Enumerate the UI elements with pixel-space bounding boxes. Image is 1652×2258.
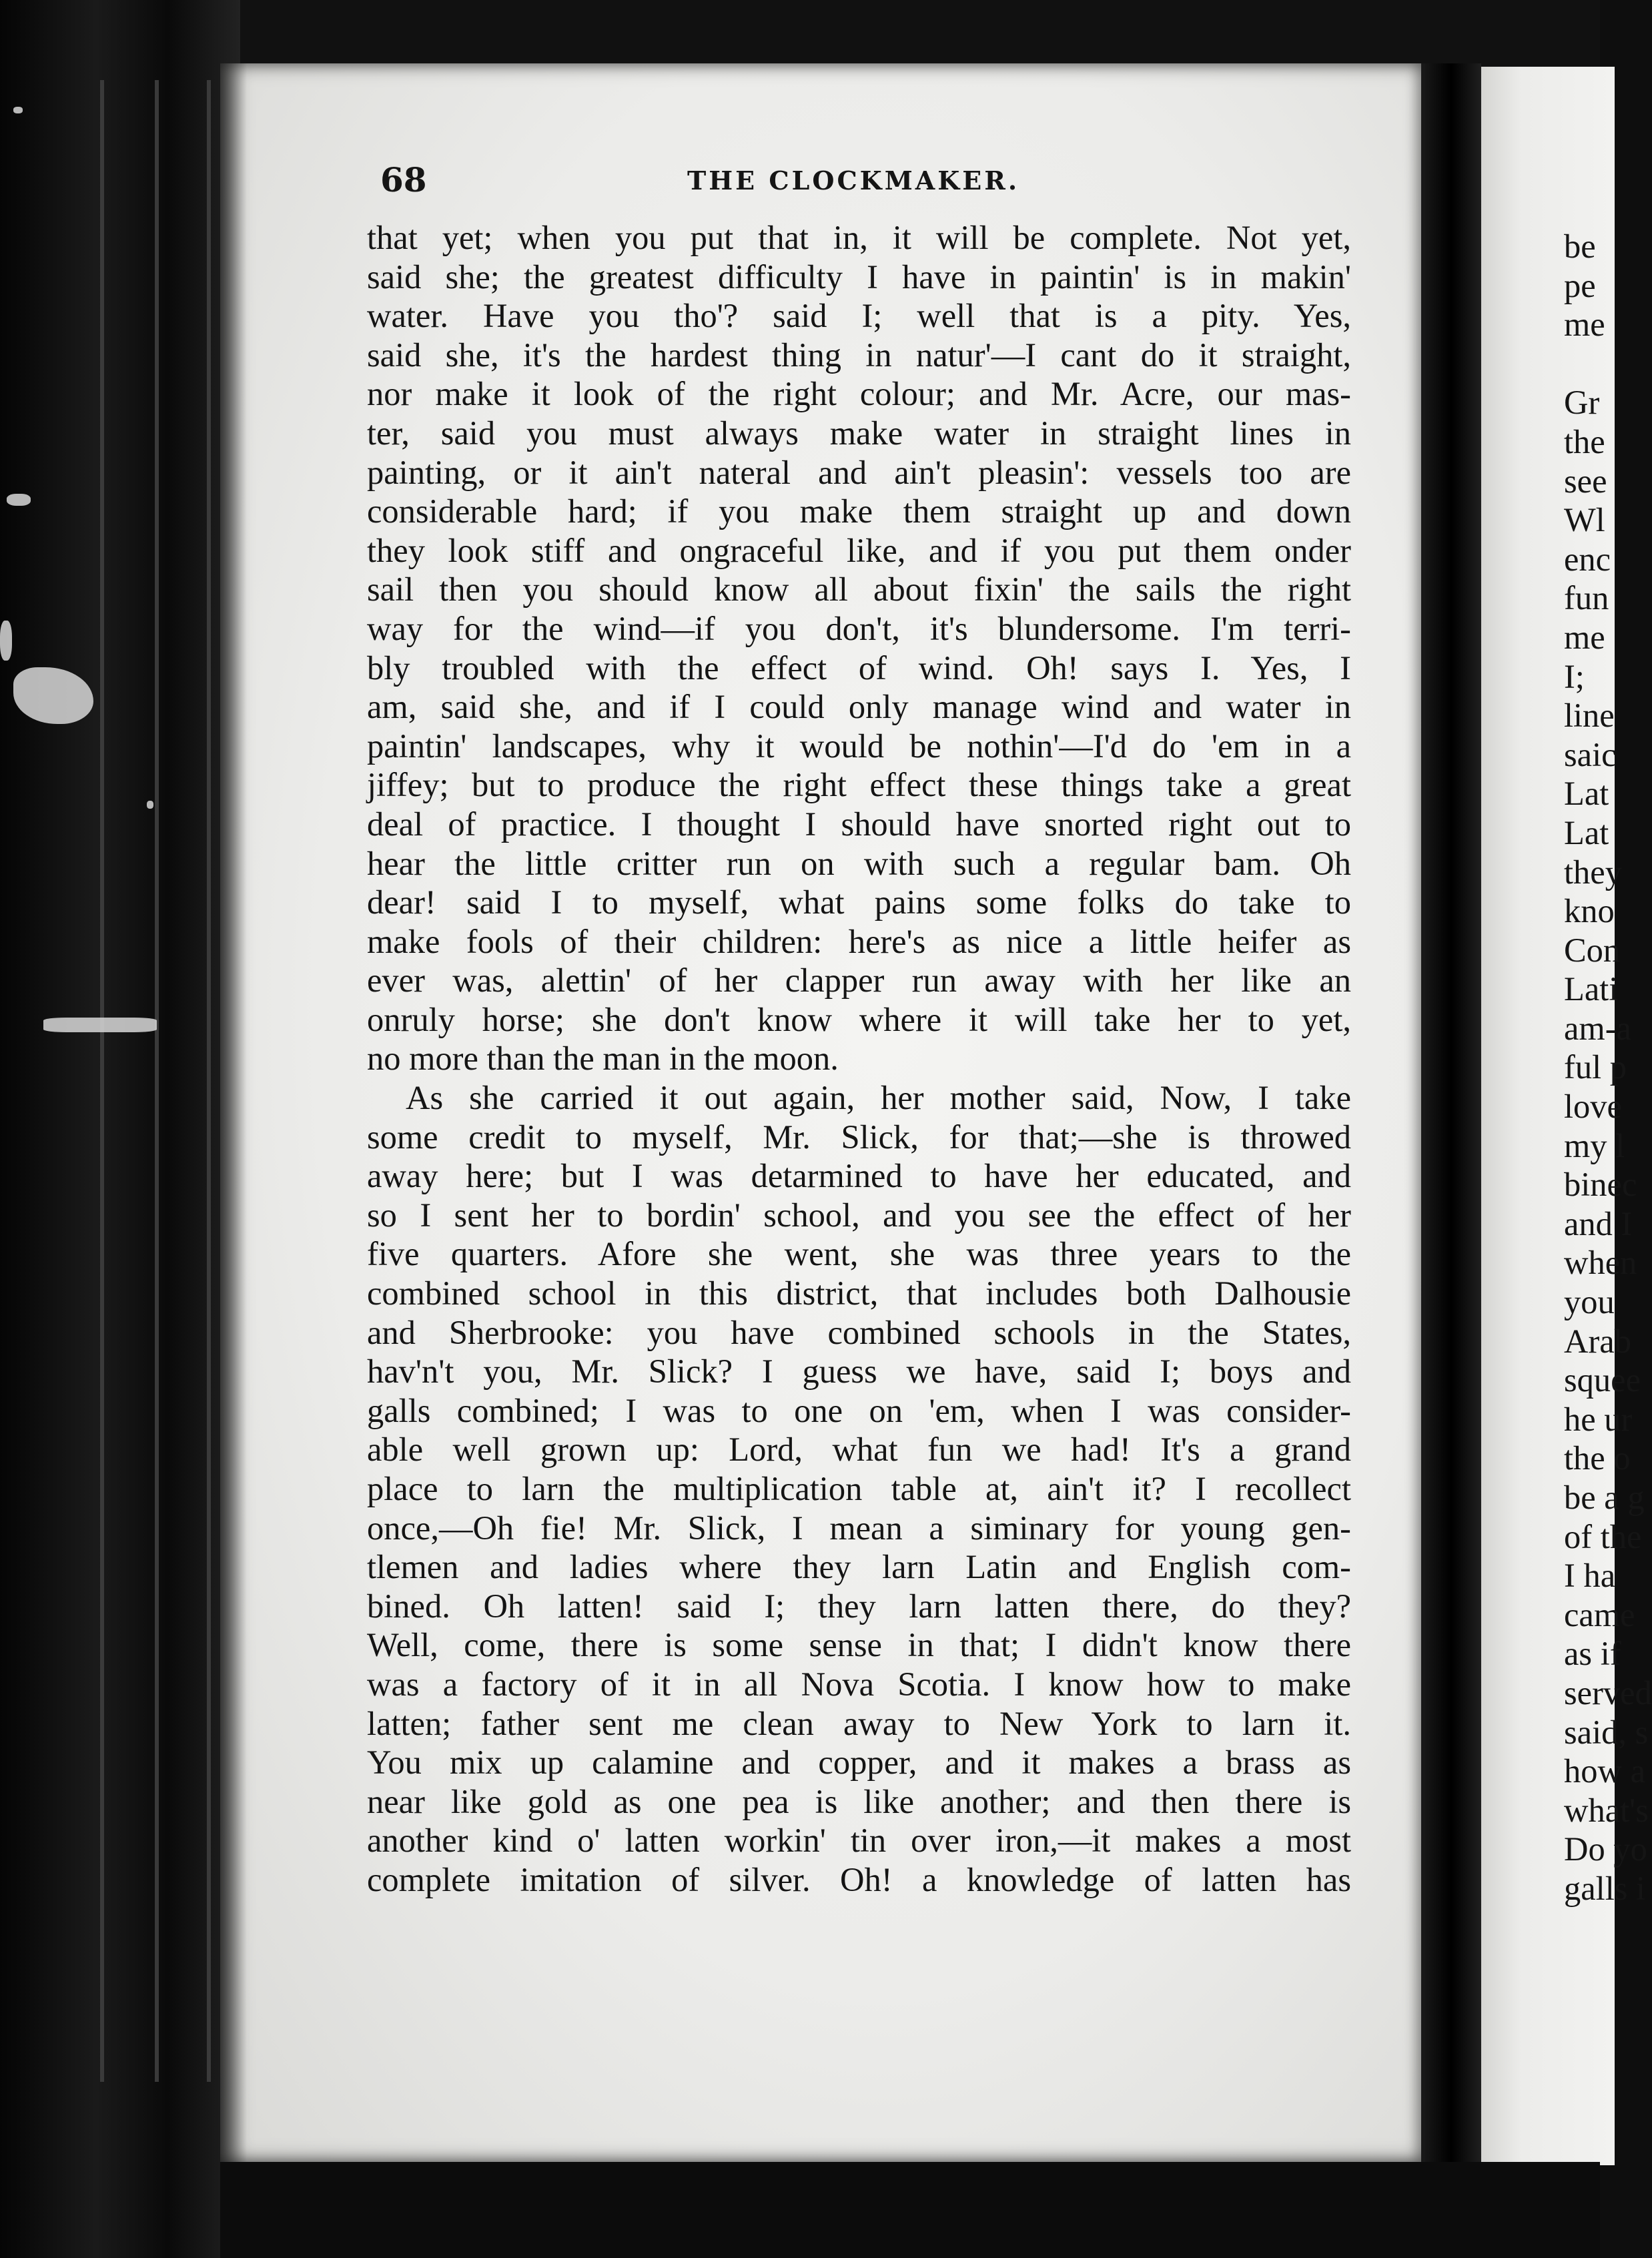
text-line: ever was, alettin' of her clapper run away with her like an <box>367 962 1351 1000</box>
text-line: hear the little critter run on with such a regular bam. Oh <box>367 844 1351 882</box>
text-line: no more than the man in the moon. <box>367 1040 839 1078</box>
fragment-line: me <box>1564 306 1605 344</box>
page-fold-shadow <box>220 63 247 2162</box>
fragment-line: be a g <box>1564 1479 1645 1516</box>
text-line: said she; the greatest difficulty I have in paintin' is in makin' <box>367 258 1351 296</box>
scan-speck <box>147 801 153 809</box>
fragment-line: galls i <box>1564 1869 1646 1907</box>
text-line: jiffey; but to produce the right effect these things take a great <box>367 766 1351 804</box>
right-page-edge <box>1481 67 1652 2165</box>
fragment-line: squee <box>1564 1361 1641 1399</box>
fragment-line: Wl <box>1564 501 1605 539</box>
text-line: make fools of their children: here's as nice a little heifer as <box>367 922 1351 960</box>
fragment-line: Gr <box>1564 384 1600 422</box>
fragment-line: ful p <box>1564 1048 1627 1086</box>
text-line: You mix up calamine and copper, and it makes a brass as <box>367 1744 1351 1782</box>
text-line: away here; but I was detarmined to have her educated, and <box>367 1157 1351 1195</box>
fragment-line: am-a <box>1564 1009 1631 1047</box>
scan-speck <box>0 621 12 661</box>
fragment-line: when <box>1564 1244 1637 1282</box>
binding-edge-line <box>155 80 159 2082</box>
text-line: dear! said I to myself, what pains some folks do take to <box>367 883 1351 921</box>
fragment-line: pe <box>1564 266 1596 304</box>
text-line: able well grown up: Lord, what fun we had! It's a grand <box>367 1431 1351 1469</box>
fragment-line: love <box>1564 1088 1622 1126</box>
fragment-line: the <box>1564 422 1605 460</box>
fragment-line: Arab <box>1564 1322 1631 1360</box>
page-gutter <box>1421 63 1481 2172</box>
fragment-line: Lat <box>1564 775 1609 813</box>
fragment-line: be <box>1564 228 1596 265</box>
text-line: bly troubled with the effect of wind. Oh! says I. Yes, I <box>367 649 1351 687</box>
fragment-line: the o <box>1564 1439 1631 1477</box>
text-line: latten; father sent me clean away to New York to larn it. <box>367 1704 1351 1742</box>
text-line: was a factory of it in all Nova Scotia. I know how to make <box>367 1665 1351 1703</box>
scan-speck <box>7 494 31 506</box>
text-line: hav'n't you, Mr. Slick? I guess we have, said I; boys and <box>367 1353 1351 1391</box>
fragment-line: see <box>1564 462 1607 500</box>
right-page-text-fragments <box>1564 227 1652 1908</box>
fragment-line: I ha <box>1564 1557 1616 1595</box>
scan-bottom-margin <box>220 2162 1600 2258</box>
text-line: nor make it look of the right colour; and Mr. Acre, our mas- <box>367 375 1351 413</box>
text-line: am, said she, and if I could only manage wind and water in <box>367 688 1351 726</box>
book-binding <box>0 0 240 2258</box>
text-line: bined. Oh latten! said I; they larn latten there, do they? <box>367 1587 1351 1625</box>
scan-speck <box>43 1018 157 1032</box>
fragment-line <box>1564 344 1652 384</box>
text-line: once,—Oh fie! Mr. Slick, I mean a siminary for young gen- <box>367 1509 1351 1547</box>
paragraph-start-line: As she carried it out again, her mother said, Now, I take <box>406 1079 1351 1117</box>
text-line: another kind o' latten workin' tin over iron,—it makes a most <box>367 1822 1351 1860</box>
fragment-line: enc <box>1564 540 1611 578</box>
fragment-line: came <box>1564 1595 1635 1633</box>
text-line: tlemen and ladies where they larn Latin and English com- <box>367 1548 1351 1586</box>
text-line: five quarters. Afore she went, she was three years to the <box>367 1235 1351 1273</box>
fragment-line: served <box>1564 1673 1652 1712</box>
fragment-line: kno <box>1564 892 1615 930</box>
text-line: that yet; when you put that in, it will be complete. Not yet, <box>367 219 1351 256</box>
text-line: so I sent her to bordin' school, and you see the effect of her <box>367 1196 1351 1234</box>
text-line: complete imitation of silver. Oh! a knowledge of latten has <box>367 1860 1351 1898</box>
fragment-line: what's <box>1564 1791 1649 1829</box>
scan-speck <box>13 107 23 113</box>
text-line: some credit to myself, Mr. Slick, for that;—she is throwed <box>367 1118 1351 1156</box>
fragment-line: he ur <box>1564 1400 1633 1438</box>
left-page <box>220 63 1421 2162</box>
text-line: way for the wind—if you don't, it's blundersome. I'm terri- <box>367 609 1351 647</box>
page-number: 68 <box>380 160 427 200</box>
binding-edge-line <box>207 80 211 2082</box>
binding-edge-line <box>100 80 104 2082</box>
text-line: onruly horse; she don't know where it will take her to yet, <box>367 1000 1351 1038</box>
text-line: near like gold as one pea is like another; and then there is <box>367 1782 1351 1820</box>
fragment-line: line <box>1564 697 1615 735</box>
text-line: Well, come, there is some sense in that; I didn't know there <box>367 1626 1351 1664</box>
text-line: place to larn the multiplication table at, ain't it? I recollect <box>367 1470 1351 1507</box>
text-line: galls combined; I was to one on 'em, when I was consider- <box>367 1391 1351 1429</box>
fragment-line: Do yo <box>1564 1830 1647 1868</box>
fragment-line: of the <box>1564 1517 1642 1555</box>
fragment-line: and I <box>1564 1204 1633 1242</box>
fragment-line: said, s <box>1564 1713 1649 1751</box>
fragment-line: I; <box>1564 657 1585 695</box>
running-head: THE CLOCKMAKER. <box>687 165 1020 196</box>
fragment-line: saic <box>1564 735 1617 773</box>
fragment-line: they <box>1564 853 1622 891</box>
fragment-line: my l <box>1564 1126 1625 1164</box>
fragment-line: Lati <box>1564 970 1619 1008</box>
text-line: painting, or it ain't nateral and ain't pleasin': vessels too are <box>367 453 1351 491</box>
fragment-line: binec <box>1564 1166 1637 1204</box>
text-line: and Sherbrooke: you have combined schools in the States, <box>367 1313 1351 1351</box>
page-header <box>380 160 1301 207</box>
text-line: sail then you should know all about fixin' the sails the right <box>367 571 1351 609</box>
text-line: paintin' landscapes, why it would be nothin'—I'd do 'em in a <box>367 727 1351 765</box>
fragment-line: Con <box>1564 931 1621 969</box>
fragment-line: Lat <box>1564 813 1609 851</box>
fragment-line: how a <box>1564 1752 1646 1790</box>
text-line: ter, said you must always make water in straight lines in <box>367 414 1351 452</box>
fragment-line: me <box>1564 618 1605 656</box>
body-text <box>367 218 1351 1900</box>
text-line: water. Have you tho'? said I; well that is a pity. Yes, <box>367 297 1351 335</box>
text-line: deal of practice. I thought I should have snorted right out to <box>367 805 1351 843</box>
fragment-line: fun <box>1564 579 1609 617</box>
fragment-line: you <box>1564 1283 1615 1321</box>
fragment-line: as if <box>1564 1635 1621 1673</box>
text-line: they look stiff and ongraceful like, and if you put them onder <box>367 531 1351 569</box>
text-line: said she, it's the hardest thing in natur'—I cant do it straight, <box>367 336 1351 374</box>
text-line: considerable hard; if you make them straight up and down <box>367 492 1351 530</box>
text-line: combined school in this district, that includes both Dalhousie <box>367 1274 1351 1312</box>
